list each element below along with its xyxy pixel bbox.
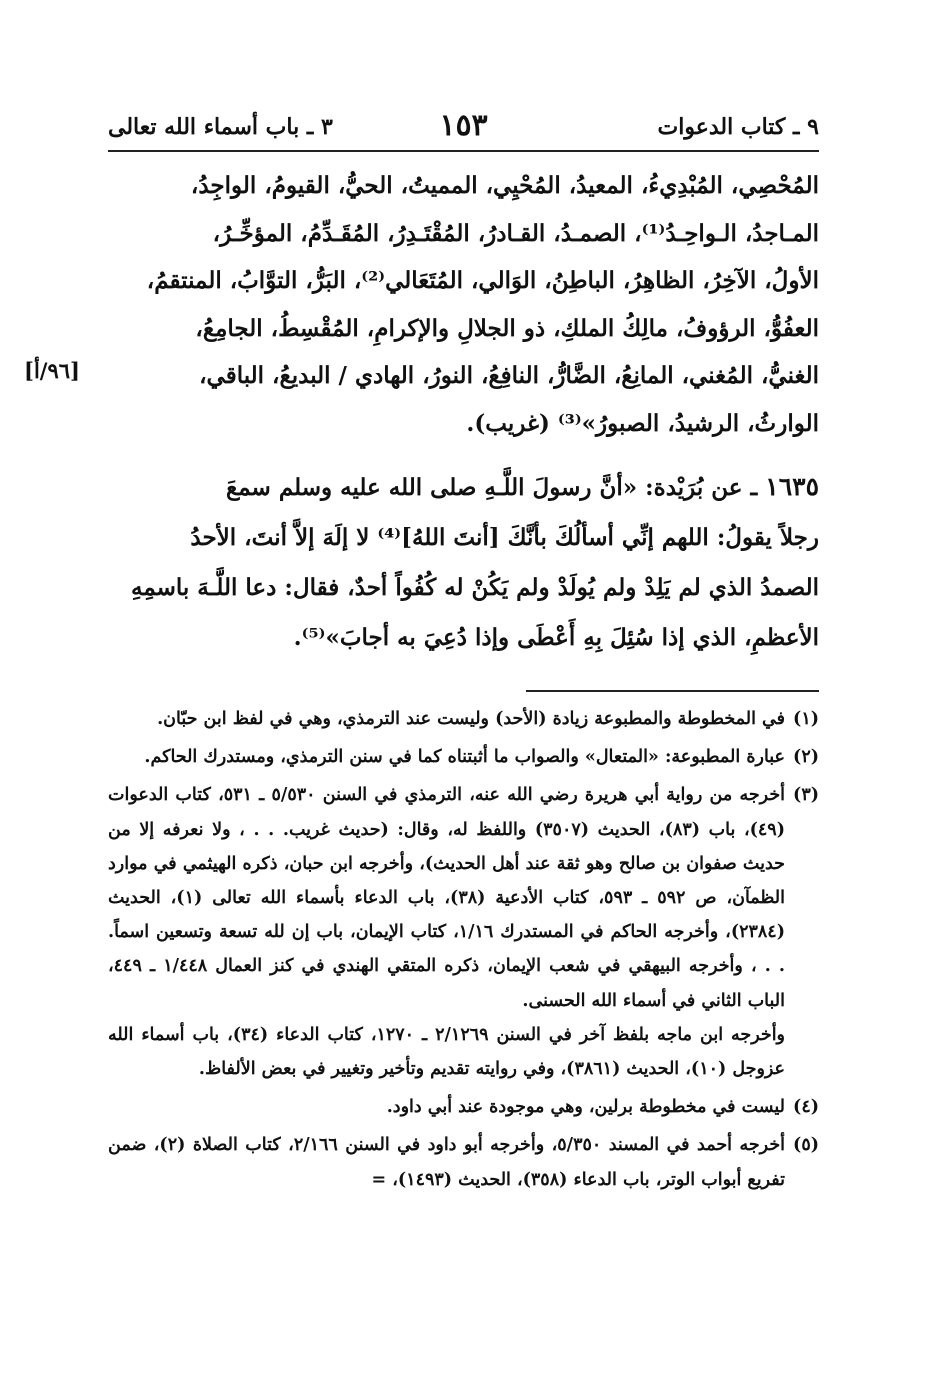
footnote-text: ليست في مخطوطة برلين، وهي موجودة عند أبي داود. [386,1097,785,1118]
names-line: المُحْصِي، المُبْدِيءُ، المعيدُ، المُحْيِي، المميتُ، الحيُّ، القيومُ، الواجِدُ، [190,172,819,199]
hadith-line: الأعظمِ، الذي إذا سُئِلَ بِهِ أَعْطَى وإذا دُعِيَ به أجابَ»⁽⁵⁾. [293,624,819,651]
footnote-body [108,702,785,736]
hadith-line [108,462,819,513]
footnote-number: (٥) [793,1135,819,1156]
page-number: ١٥٣ [439,108,488,143]
header-divider [108,150,819,152]
footnote-body [108,1128,785,1196]
footnote [108,778,819,1086]
footnote-number: (١) [793,709,819,729]
footnote-text: عبارة المطبوعة: «المتعال» والصواب ما أثبتناه كما في سنن الترمذي، ومستدرك الحاكم. [144,747,785,768]
footnote-body [108,1090,785,1124]
names-line: المـاجدُ، الـواحِـدُ⁽¹⁾، الصمـدُ، القـادرُ، المُقْتَـدِرُ، المُقَـدِّمُ، المؤخِّـرُ، [212,219,819,247]
footnote-text: وأخرجه ابن ماجه بلفظ آخر في السنن ٢/١٢٦٩ ـ ١٢٧٠، كتاب الدعاء (٣٤)، باب أسماء الله عزوجل (١٠)، الحديث (٣٨٦١)، وفي روايته تقديم وتأخير وتغيير في بعض الألفاظ. [108,1024,786,1080]
hadith-line: الصمدُ الذي لم يَلِدْ ولم يُولَدْ ولم يَكُنْ له كُفُواً أحدٌ، فقال: دعا اللَّـهَ باسمِهِ [130,574,819,601]
hadith-line: رجلاً يقولُ: اللهم إنِّي أسألُكَ بأنَّكَ [أنتَ اللهُ]⁽⁴⁾ لا إلَهَ إلاَّ أنتَ، الأحدُ [190,524,819,551]
footnote [108,740,819,774]
footnote-divider [526,690,819,692]
names-list [108,162,819,447]
footnote [108,1090,819,1124]
footnote [108,702,819,736]
names-line: العفُوُّ، الرؤوفُ، مالِكُ الملكِ، ذو الجلالِ والإكرامِ، المُقْسِطُ، الجامِعُ، [195,314,819,342]
manuscript-folio-marker: [٩٦/أ] [24,358,80,383]
section-title: ٣ ـ باب أسماء الله تعالى [108,114,333,140]
footnotes [108,702,819,1201]
hadith-text [108,462,819,663]
footnote-text: أخرجه من رواية أبي هريرة رضي الله عنه، الترمذي في السنن ٥/٥٣٠ ـ ٥٣١، كتاب الدعوات (٤٩)، باب (٨٣)، الحديث (٣٥٠٧) واللفظ له، وقال: (حديث غريب. . . ، ولا نعرفه إلا من حديث صفوان بن صالح وهو ثقة عند أهل الحديث)، وأخرجه ابن حبان، ذكره الهيثمي في موارد الظمآن، ص ٥٩٢ ـ ٥٩٣، كتاب الأدعية (٣٨)، باب الدعاء بأسماء الله تعالى (١)، الحديث (٢٣٨٤)، وأخرجه الحاكم في المستدرك ١/١٦، كتاب الإيمان، باب إن لله تسعة وتسعين اسماً. . . ، وأخرجه البيهقي في شعب الإيمان، ذكره المتقي الهندي في كنز العمال ١/٤٤٨ ـ ٤٤٩، الباب الثاني في أسماء الله الحسنى. [108,785,785,1011]
chapter-title: ٩ ـ كتاب الدعوات [657,114,819,140]
names-line: الوارثُ، الرشيدُ، الصبورُ»⁽³⁾ (غريب). [466,409,819,437]
footnote [108,1128,819,1196]
names-line: الأولُ، الآخِرُ، الظاهِرُ، الباطِنُ، الوَالي، المُتَعَالي⁽²⁾، البَرُّ، التوَّابُ، المنتقمُ، [146,267,819,294]
footnote-body [108,740,785,774]
footnote-number: (٤) [793,1097,819,1118]
footnote-text: أخرجه أحمد في المسند ٥/٣٥٠، وأخرجه أبو داود في السنن ٢/١٦٦، كتاب الصلاة (٢)، ضمن تفريع أبواب الوتر، باب الدعاء (٣٥٨)، الحديث (١٤٩٣)، = [108,1135,785,1190]
footnote-body [108,778,785,1086]
footnote-number: (٢) [793,747,819,768]
hadith-number: ١٦٣٥ [765,472,819,501]
names-line: الغنيُّ، المُغني، المانِعُ، الضَّارُّ، النافِعُ، النورُ، الهادي / البديعُ، الباقي، [199,362,819,389]
running-header [108,108,819,148]
hadith-line-text: ـ عن بُرَيْدة: «أنَّ رسولَ اللَّـهِ صلى الله عليه وسلم سمعَ [226,474,758,501]
footnote-number: (٣) [793,785,819,806]
footnote-text: في المخطوطة والمطبوعة زيادة (الأحد) وليست عند الترمذي، وهي في لفظ ابن حبّان. [157,709,785,729]
